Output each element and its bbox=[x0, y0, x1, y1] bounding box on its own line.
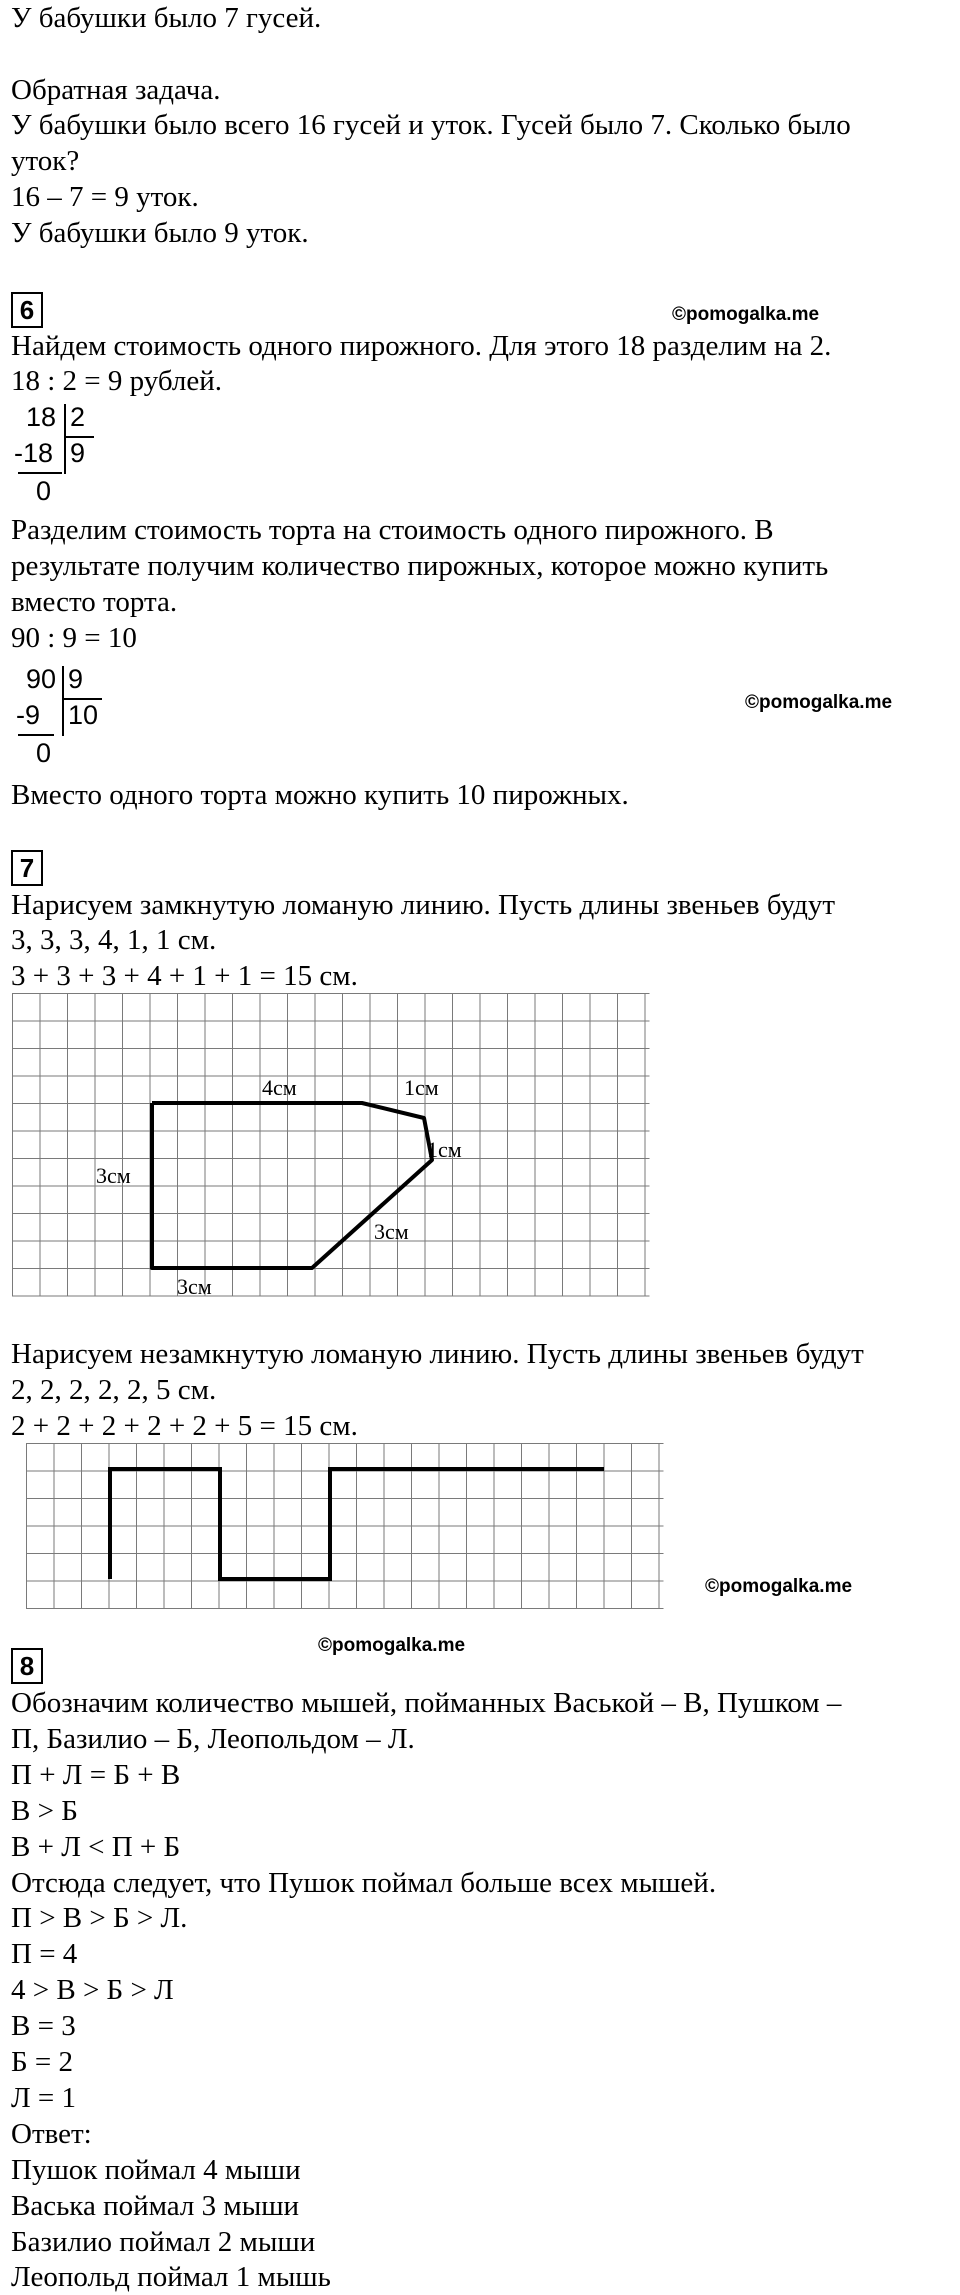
watermark: ©pomogalka.me bbox=[672, 304, 820, 325]
division-divisor: 2 bbox=[70, 402, 86, 432]
text-line: П > В > Б > Л. bbox=[11, 1902, 188, 1934]
division-remainder: 0 bbox=[36, 476, 52, 506]
text-line: У бабушки было 7 гусей. bbox=[11, 2, 322, 34]
text-line: 2 + 2 + 2 + 2 + 2 + 5 = 15 см. bbox=[11, 1410, 358, 1442]
text-line: Пушок поймал 4 мыши bbox=[11, 2154, 301, 2186]
segment-label: 3см bbox=[96, 1163, 131, 1188]
text-line: 18 : 2 = 9 рублей. bbox=[11, 365, 223, 397]
division-remainder: 0 bbox=[36, 738, 52, 768]
text-line: Базилио поймал 2 мыши bbox=[11, 2226, 316, 2258]
text-line: П, Базилио – Б, Леопольдом – Л. bbox=[11, 1723, 415, 1755]
text-line: У бабушки было 9 уток. bbox=[11, 217, 309, 249]
division-bar bbox=[64, 404, 66, 474]
division-bar bbox=[18, 472, 62, 474]
text-line: П + Л = Б + В bbox=[11, 1759, 181, 1791]
division-subtract: -9 bbox=[16, 700, 41, 730]
text-line: В + Л < П + Б bbox=[11, 1831, 181, 1863]
division-divisor: 9 bbox=[68, 664, 84, 694]
text-line: В > Б bbox=[11, 1795, 78, 1827]
text-line: Ответ: bbox=[11, 2118, 92, 2150]
division-dividend: 18 bbox=[26, 402, 57, 432]
division-dividend: 90 bbox=[26, 664, 57, 694]
text-line: 4 > В > Б > Л bbox=[11, 1974, 174, 2006]
watermark: ©pomogalka.me bbox=[745, 692, 893, 713]
text-line: В = 3 bbox=[11, 2010, 76, 2042]
text-line: 2, 2, 2, 2, 2, 5 см. bbox=[11, 1374, 217, 1406]
task-number-6: 6 bbox=[11, 292, 43, 328]
text-line: Разделим стоимость торта на стоимость одного пирожного. В bbox=[11, 514, 774, 546]
text-line: результате получим количество пирожных, которое можно купить bbox=[11, 550, 829, 582]
task-number-8: 8 bbox=[11, 1648, 43, 1684]
segment-label: 1см bbox=[404, 1075, 439, 1100]
open-polyline-figure bbox=[26, 1443, 664, 1609]
segment-label: 3см bbox=[374, 1219, 409, 1244]
text-line: 16 – 7 = 9 уток. bbox=[11, 181, 199, 213]
long-division-1 bbox=[14, 400, 104, 510]
text-line: Нарисуем замкнутую ломаную линию. Пусть длины звеньев будут bbox=[11, 889, 836, 921]
division-quotient: 10 bbox=[68, 700, 99, 730]
text-line: 3, 3, 3, 4, 1, 1 см. bbox=[11, 924, 217, 956]
watermark: ©pomogalka.me bbox=[705, 1576, 853, 1597]
division-quotient: 9 bbox=[70, 438, 86, 468]
text-line: уток? bbox=[11, 145, 80, 177]
text-line: Нарисуем незамкнутую ломаную линию. Пусть длины звеньев будут bbox=[11, 1338, 864, 1370]
segment-label: 1см bbox=[427, 1137, 462, 1162]
division-bar bbox=[62, 666, 64, 736]
text-line: Л = 1 bbox=[11, 2082, 77, 2114]
text-line: Обозначим количество мышей, пойманных Васькой – В, Пушком – bbox=[11, 1687, 842, 1719]
division-subtract: -18 bbox=[14, 438, 54, 468]
segment-label: 4см bbox=[262, 1075, 297, 1100]
text-line: П = 4 bbox=[11, 1938, 78, 1970]
segment-label: 3см bbox=[177, 1274, 212, 1299]
text-line: Обратная задача. bbox=[11, 74, 221, 106]
long-division-2 bbox=[14, 662, 114, 772]
division-bar bbox=[18, 734, 54, 736]
text-line: вместо торта. bbox=[11, 586, 178, 618]
text-line: 90 : 9 = 10 bbox=[11, 622, 137, 654]
text-line: Васька поймал 3 мыши bbox=[11, 2190, 300, 2222]
closed-polyline-figure bbox=[12, 993, 650, 1299]
text-line: Вместо одного торта можно купить 10 пирожных. bbox=[11, 779, 629, 811]
text-line: 3 + 3 + 3 + 4 + 1 + 1 = 15 см. bbox=[11, 960, 358, 992]
text-line: Б = 2 bbox=[11, 2046, 74, 2078]
text-line: Найдем стоимость одного пирожного. Для этого 18 разделим на 2. bbox=[11, 330, 832, 362]
task-number-7: 7 bbox=[11, 850, 43, 886]
watermark: ©pomogalka.me bbox=[318, 1635, 466, 1656]
text-line: У бабушки было всего 16 гусей и уток. Гусей было 7. Сколько было bbox=[11, 109, 851, 141]
text-line: Отсюда следует, что Пушок поймал больше всех мышей. bbox=[11, 1867, 717, 1899]
text-line: Леопольд поймал 1 мышь bbox=[11, 2261, 331, 2293]
